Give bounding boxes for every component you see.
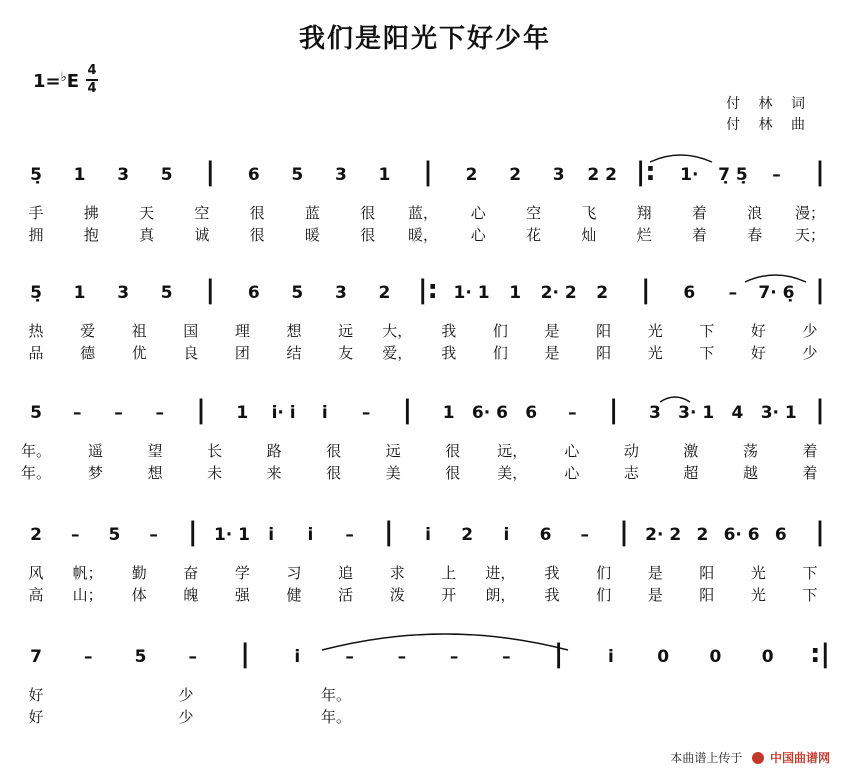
note: 3· 1	[760, 403, 797, 423]
lyric-verse1: 好	[28, 686, 44, 704]
lyric-verse1: 飞	[581, 204, 597, 222]
note: 2	[378, 283, 391, 303]
bar-line: |	[815, 275, 825, 305]
slur	[650, 155, 712, 162]
lyric-verse2: 光	[647, 344, 663, 362]
bar-line: |	[240, 639, 250, 669]
bar-line: |	[815, 157, 825, 187]
note: 1· 1	[213, 525, 251, 545]
lyric-verse2: 天；	[794, 226, 826, 244]
note: i· i	[271, 403, 296, 423]
lyric-verse2: 开	[441, 586, 457, 604]
note: i	[268, 525, 275, 545]
lyric-verse2: 春	[747, 226, 763, 244]
note: 5	[134, 647, 147, 667]
lyric-verse1: 少	[802, 322, 818, 340]
bar-line: |	[553, 639, 564, 669]
bar-line: |:	[418, 275, 438, 305]
lyric-verse2: 强	[234, 586, 250, 604]
lyric-verse1: 拂	[83, 204, 99, 222]
lyric-verse2: 活	[338, 586, 354, 604]
lyric-verse2: 心	[470, 226, 486, 244]
lyric-verse2: 很	[326, 464, 342, 482]
song-title: 我们是阳光下好少年	[298, 24, 551, 54]
note: 6· 6	[471, 403, 508, 423]
lyric-verse2: 梦	[88, 464, 104, 482]
lyric-verse2: 我	[544, 586, 560, 604]
note: 3	[334, 165, 347, 185]
lyricist-credit: 付 林 词	[726, 96, 812, 112]
note: 2	[461, 525, 474, 545]
lyric-verse1: 勤	[131, 564, 147, 582]
lyric-verse2: 很	[249, 226, 265, 244]
lyric-verse1: 动	[623, 442, 639, 460]
note: 7· 6̣	[758, 283, 795, 303]
lyric-verse2: 们	[492, 344, 508, 362]
lyric-verse1: 远，	[497, 442, 528, 460]
lyric-verse1: 很	[326, 442, 342, 460]
lyric-verse2: 山；	[72, 586, 103, 604]
note: –	[345, 525, 354, 545]
lyric-verse2: 拥	[28, 226, 44, 244]
lyric-verse2: 品	[28, 344, 44, 362]
lyric-verse1: 们	[596, 564, 612, 582]
note: i	[608, 647, 614, 667]
bar-line: |	[815, 395, 825, 425]
lyric-verse2: 下	[802, 586, 818, 604]
note: 6	[247, 165, 260, 185]
lyric-verse2: 团	[234, 344, 250, 362]
bar-line: |:	[635, 157, 656, 187]
lyric-verse1: 空	[526, 204, 542, 222]
bar-line: |	[402, 395, 413, 425]
lyric-verse2: 优	[131, 344, 147, 362]
lyric-verse1: 路	[266, 442, 282, 460]
note: 4	[731, 403, 744, 423]
note: 5	[160, 283, 173, 303]
lyric-verse1: 们	[492, 322, 508, 340]
lyric-verse1: 远	[385, 442, 401, 460]
lyric-verse2: 良	[183, 344, 199, 362]
note: 1	[509, 283, 522, 303]
note: –	[84, 647, 93, 667]
lyric-verse1: 着	[802, 442, 818, 460]
lyric-verse2: 抱	[83, 226, 99, 244]
note: 5	[160, 165, 173, 185]
lyric-verse2: 高	[28, 586, 44, 604]
lyric-verse1: 长	[207, 442, 223, 460]
note: 1	[73, 283, 86, 303]
lyric-verse1: 下	[699, 322, 715, 340]
lyric-verse1: 天	[139, 204, 155, 222]
note: i	[503, 525, 510, 545]
note: i	[307, 525, 314, 545]
lyric-verse2: 烂	[636, 226, 652, 244]
lyric-verse1: 很	[445, 442, 461, 460]
lyric-verse1: 年。	[320, 686, 352, 704]
note: –	[449, 647, 459, 667]
bar-line: |	[619, 517, 629, 547]
bar-line: |	[608, 395, 619, 425]
lyric-verse1: 是	[544, 322, 560, 340]
lyric-verse2: 阳	[699, 586, 715, 604]
lyric-verse1: 望	[147, 442, 163, 460]
lyric-verse2: 好	[28, 708, 44, 726]
lyric-verse2: 暖	[304, 226, 320, 244]
lyric-verse2: 朗，	[485, 586, 516, 604]
note: 6	[539, 525, 552, 545]
lyric-verse1: 我	[441, 322, 457, 340]
note: 3	[117, 283, 130, 303]
lyric-verse1: 激	[683, 442, 699, 460]
lyric-verse2: 年。	[20, 464, 52, 482]
lyric-verse2: 着	[691, 226, 707, 244]
lyric-verse2: 越	[742, 464, 758, 482]
lyric-verse2: 光	[750, 586, 766, 604]
lyric-verse2: 诚	[194, 226, 210, 244]
lyric-verse1: 空	[194, 204, 210, 222]
lyric-verse1: 蓝	[304, 204, 320, 222]
lyric-verse1: 上	[441, 564, 457, 582]
note: –	[397, 647, 407, 667]
lyric-verse1: 荡	[742, 442, 758, 460]
note: 1· 1	[453, 283, 490, 303]
lyric-verse1: 祖	[131, 322, 147, 340]
lyric-verse1: 进，	[485, 564, 516, 582]
lyric-verse2: 灿	[581, 226, 597, 244]
lyric-verse1: 蓝，	[407, 204, 439, 222]
lyric-verse2: 泼	[389, 586, 405, 604]
lyric-verse2: 少	[802, 344, 818, 362]
lyric-verse2: 未	[207, 464, 223, 482]
note: 7	[30, 647, 42, 667]
lyric-verse1: 手	[28, 204, 44, 222]
slur	[660, 397, 690, 402]
lyric-verse1: 着	[691, 204, 707, 222]
lyric-verse1: 阳	[596, 322, 612, 340]
lyric-verse2: 来	[266, 464, 282, 482]
note: 2 2	[587, 165, 618, 185]
note: 2· 2	[645, 525, 682, 545]
lyric-verse2: 是	[647, 586, 663, 604]
lyric-verse1: 阳	[699, 564, 715, 582]
lyric-verse2: 魄	[183, 586, 199, 604]
lyric-verse1: 是	[647, 564, 663, 582]
lyric-verse1: 光	[647, 322, 663, 340]
lyric-verse1: 习	[286, 564, 302, 582]
lyric-verse1: 好	[750, 322, 766, 340]
lyric-verse2: 少	[178, 708, 194, 726]
lyric-verse2: 很	[445, 464, 461, 482]
note: 6	[247, 283, 260, 303]
note: 3	[649, 403, 661, 423]
lyric-verse2: 爱，	[382, 344, 413, 362]
upload-text: 本曲谱上传于	[670, 751, 743, 765]
lyric-verse2: 美，	[497, 464, 528, 482]
bar-line: |	[196, 395, 206, 425]
note: –	[114, 403, 123, 423]
lyric-verse1: 很	[249, 204, 265, 222]
note: 2	[596, 283, 609, 303]
bar-line: |	[188, 517, 198, 547]
note: 1	[73, 165, 86, 185]
bar-line: |	[815, 517, 825, 547]
note: 6· 6	[723, 525, 760, 545]
bar-line: |	[205, 157, 215, 187]
lyric-verse1: 光	[750, 564, 766, 582]
lyric-verse1: 大，	[382, 322, 413, 340]
note: 1	[236, 403, 249, 423]
lyric-verse1: 我	[544, 564, 560, 582]
lyric-verse1: 远	[338, 322, 354, 340]
note: –	[155, 403, 165, 423]
lyric-verse2: 下	[699, 344, 715, 362]
lyric-verse1: 想	[286, 322, 302, 340]
note: i	[425, 525, 431, 545]
note: 1	[442, 403, 455, 423]
lyric-verse1: 很	[360, 204, 376, 222]
lyric-verse1: 奋	[183, 564, 199, 582]
lyric-verse1: 浪	[747, 204, 763, 222]
note: 3	[334, 283, 347, 303]
footer	[670, 749, 830, 766]
note: –	[580, 525, 590, 545]
lyric-verse2: 德	[80, 344, 96, 362]
lyric-verse1: 爱	[80, 322, 96, 340]
slur	[322, 634, 568, 650]
note: 5	[291, 165, 304, 185]
lyric-verse2: 结	[286, 344, 302, 362]
note: 0	[761, 647, 774, 667]
lyric-verse1: 追	[338, 564, 354, 582]
time-top: 4	[87, 63, 97, 78]
lyric-verse1: 漫；	[794, 204, 826, 222]
lyric-verse1: 心	[564, 442, 580, 460]
note: 5̣	[30, 165, 42, 185]
lyric-verse1: 心	[470, 204, 486, 222]
note: 5	[108, 525, 121, 545]
bar-line: |	[641, 275, 651, 305]
note: 0	[657, 647, 670, 667]
lyric-verse1: 风	[28, 564, 44, 582]
note: 3· 1	[678, 403, 715, 423]
key-note: E	[66, 71, 80, 92]
lyric-verse1: 翔	[636, 204, 652, 222]
note: 2	[30, 525, 42, 545]
site-logo-icon	[752, 752, 764, 764]
lyric-verse2: 好	[750, 344, 766, 362]
note: 3	[552, 165, 565, 185]
note: –	[73, 403, 82, 423]
bar-line: |	[384, 517, 394, 547]
lyric-verse2: 暖，	[407, 226, 439, 244]
note: –	[728, 283, 738, 303]
lyric-verse2: 真	[139, 226, 155, 244]
lyric-verse2: 花	[526, 226, 542, 244]
lyric-verse1: 下	[802, 564, 818, 582]
flat-sign: ♭	[60, 70, 67, 85]
note: 6	[683, 283, 696, 303]
lyric-verse1: 热	[28, 322, 44, 340]
lyric-verse1: 学	[234, 564, 250, 582]
note: –	[149, 525, 158, 545]
lyric-verse1: 理	[234, 322, 250, 340]
note: –	[345, 647, 354, 667]
lyric-verse2: 超	[683, 464, 699, 482]
note: –	[361, 403, 371, 423]
note: 1·	[680, 165, 699, 185]
slur	[745, 275, 806, 282]
note: 6	[525, 403, 538, 423]
lyric-verse2: 是	[544, 344, 560, 362]
note: 5	[291, 283, 304, 303]
note: 5	[30, 403, 42, 423]
note: 0	[709, 647, 722, 667]
lyric-verse2: 阳	[596, 344, 612, 362]
lyric-verse1: 国	[183, 322, 199, 340]
note: 5̣	[30, 283, 42, 303]
note: 2	[696, 525, 709, 545]
note: 6	[774, 525, 787, 545]
lyric-verse2: 我	[441, 344, 457, 362]
composer-credit: 付 林 曲	[726, 117, 812, 133]
note: 2· 2	[540, 283, 577, 303]
note: –	[188, 647, 198, 667]
note: i	[294, 647, 301, 667]
lyric-verse1: 少	[178, 686, 194, 704]
note: 1	[378, 165, 391, 185]
time-bottom: 4	[87, 81, 97, 96]
lyric-verse2: 想	[147, 464, 163, 482]
note: –	[568, 403, 577, 423]
note: 2	[465, 165, 478, 185]
lyric-verse2: 美	[385, 464, 401, 482]
lyric-verse1: 帆；	[72, 564, 103, 582]
key-prefix: 1=	[33, 71, 61, 92]
lyric-verse2: 友	[338, 344, 354, 362]
note: –	[772, 165, 781, 185]
bar-line: :|	[810, 639, 830, 669]
lyric-verse2: 心	[564, 464, 580, 482]
note: i	[321, 403, 328, 423]
bar-line: |	[423, 157, 433, 187]
lyric-verse2: 们	[596, 586, 612, 604]
lyric-verse2: 志	[623, 464, 639, 482]
lyric-verse1: 年。	[20, 442, 52, 460]
lyric-verse2: 着	[802, 464, 818, 482]
lyric-verse2: 体	[131, 586, 147, 604]
lyric-verse1: 求	[389, 564, 405, 582]
lyric-verse2: 年。	[320, 708, 352, 726]
note: 2	[509, 165, 522, 185]
note: –	[70, 525, 80, 545]
site-name: 中国曲谱网	[769, 751, 830, 765]
lyric-verse2: 很	[360, 226, 376, 244]
lyric-verse1: 遥	[88, 442, 104, 460]
note: 7̣ 5̣	[718, 165, 748, 185]
note: 3	[117, 165, 130, 185]
lyric-verse2: 健	[286, 586, 302, 604]
note: –	[502, 647, 511, 667]
bar-line: |	[205, 275, 215, 305]
